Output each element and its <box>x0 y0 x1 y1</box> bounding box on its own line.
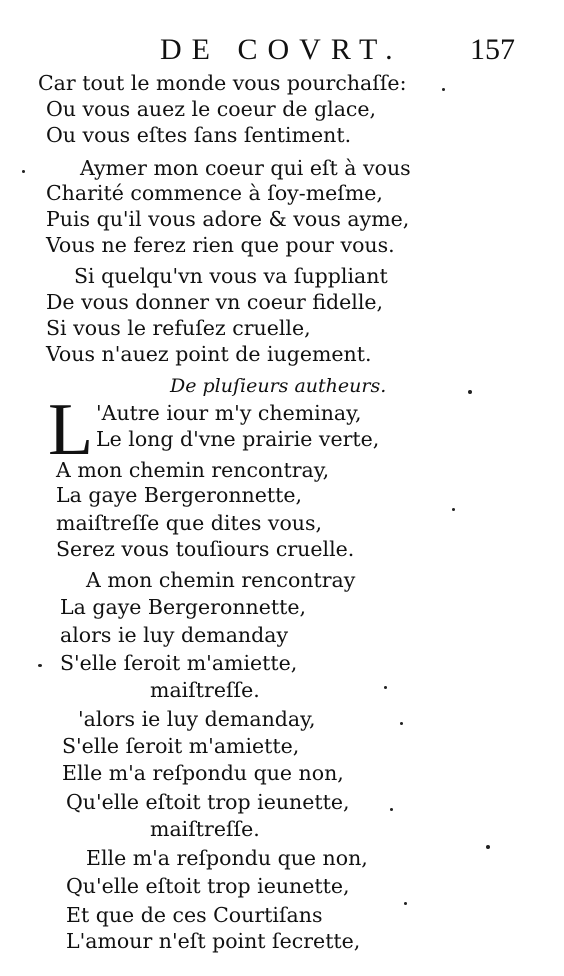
ink-speck <box>468 390 472 394</box>
song-line: Et que de ces Courtiſans <box>66 903 323 927</box>
song-line: A mon chemin rencontray, <box>56 458 330 482</box>
ink-speck <box>400 722 403 725</box>
verse-line: Puis qu'il vous adore & vous ayme, <box>46 207 410 231</box>
verse-line: Ou vous eſtes ſans ſentiment. <box>46 123 352 147</box>
ink-speck <box>452 508 455 511</box>
song-line: maiſtreſſe que dites vous, <box>56 511 323 535</box>
song-line: L'amour n'eſt point ſecrette, <box>66 929 361 953</box>
song-line: 'alors ie luy demanday, <box>78 707 316 731</box>
song-line: La gaye Bergeronnette, <box>56 483 302 507</box>
song-line: Serez vous touſiours cruelle. <box>56 537 355 561</box>
ink-speck <box>486 845 490 849</box>
page-number: 157 <box>470 33 515 66</box>
attribution: De pluſieurs autheurs. <box>170 375 387 397</box>
song-line: Elle m'a reſpondu que non, <box>62 761 344 785</box>
song-line: Qu'elle eſtoit trop ieunette, <box>66 874 350 898</box>
song-line: La gaye Bergeronnette, <box>60 595 306 619</box>
song-line: maiſtreſſe. <box>150 817 260 841</box>
song-line: Elle m'a reſpondu que non, <box>86 846 368 870</box>
page-header <box>0 30 564 70</box>
verse-line: Car tout le monde vous pourchaſſe: <box>38 71 407 95</box>
song-line: maiſtreſſe. <box>150 678 260 702</box>
ink-speck <box>404 902 407 905</box>
verse-line: Si vous le refuſez cruelle, <box>46 316 311 340</box>
ink-speck <box>442 88 445 91</box>
ink-speck <box>38 664 42 667</box>
song-line: S'elle ſeroit m'amiette, <box>60 651 298 675</box>
song-line: 'Autre iour m'y cheminay, <box>96 401 362 425</box>
verse-line: De vous donner vn coeur fidelle, <box>46 290 384 314</box>
verse-line: Aymer mon coeur qui eſt à vous <box>80 156 411 180</box>
song-line: S'elle ſeroit m'amiette, <box>62 734 300 758</box>
verse-line: Si quelqu'vn vous va ſuppliant <box>74 264 388 288</box>
ink-speck <box>390 808 393 811</box>
running-title: DE COVRT. <box>160 33 403 66</box>
verse-line: Vous n'auez point de iugement. <box>46 342 372 366</box>
verse-line: Charité commence à ſoy-meſme, <box>46 181 383 205</box>
verse-line: Ou vous auez le coeur de glace, <box>46 97 377 121</box>
song-line: A mon chemin rencontray <box>86 568 356 592</box>
song-line: alors ie luy demanday <box>60 623 289 647</box>
ink-speck <box>22 170 25 173</box>
song-line: Qu'elle eſtoit trop ieunette, <box>66 790 350 814</box>
song-line: Le long d'vne prairie verte, <box>96 427 380 451</box>
ink-speck <box>384 686 387 689</box>
verse-line: Vous ne ferez rien que pour vous. <box>46 233 395 257</box>
dropcap-initial: L <box>48 389 94 471</box>
